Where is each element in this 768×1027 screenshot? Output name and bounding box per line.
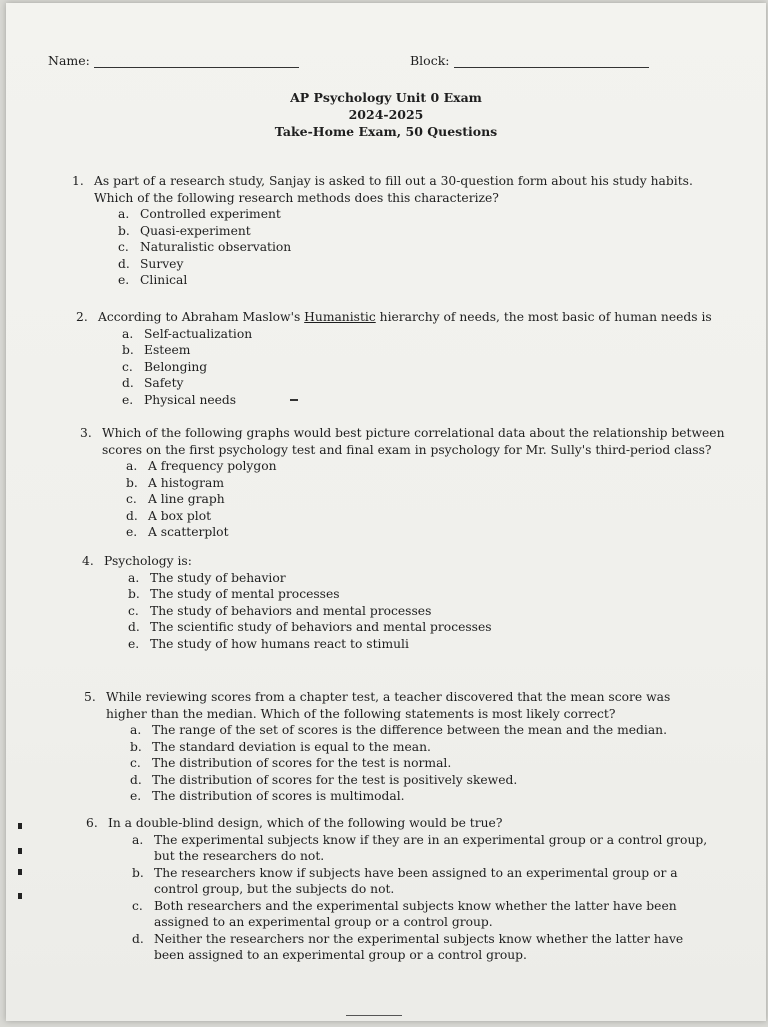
option-c[interactable]: [130, 755, 696, 772]
question-number: 3.: [80, 426, 92, 440]
option-letter: a.: [130, 723, 142, 737]
question-number: 6.: [86, 816, 98, 830]
option-letter: d.: [128, 620, 140, 634]
option-letter: c.: [126, 492, 137, 506]
option-text: Naturalistic observation: [140, 240, 292, 254]
name-label: Name:: [48, 53, 90, 68]
option-letter: e.: [126, 525, 138, 539]
option-letter: b.: [128, 587, 140, 601]
option-text: The range of the set of scores is the difference between the mean and the median.: [152, 723, 667, 737]
question-stem: While reviewing scores from a chapter test, a teacher discovered that the mean score was higher than the median. Which of the following statements is most likely correct?: [106, 690, 671, 721]
option-c[interactable]: [126, 491, 730, 508]
option-text: Neither the researchers nor the experimental subjects know whether the latter have been assigned to an experimental group or a control group.: [154, 931, 684, 962]
question-number: 2.: [76, 310, 88, 324]
option-a[interactable]: [130, 722, 696, 739]
option-letter: c.: [118, 240, 129, 254]
option-text: The study of how humans react to stimuli: [150, 636, 409, 651]
option-letter: b.: [130, 739, 142, 754]
option-d[interactable]: [132, 931, 716, 964]
question-stem: Which of the following graphs would best picture correlational data about the relationship between scores on the first psychology test and final exam in psychology for Mr. Sully's third-period class?: [102, 426, 725, 457]
question-6: [86, 815, 716, 964]
option-list: [128, 570, 732, 653]
option-text: A box plot: [148, 508, 212, 523]
option-list: [126, 458, 730, 541]
stem-after: hierarchy of needs, the most basic of human needs is: [375, 310, 712, 324]
option-text: The distribution of scores is multimodal.: [152, 789, 405, 803]
question-2: [76, 309, 736, 408]
option-text: Physical needs: [144, 392, 237, 407]
option-text: The distribution of scores for the test is normal.: [152, 756, 452, 770]
page-bottom-line: [346, 1015, 402, 1016]
option-c[interactable]: [118, 239, 722, 256]
option-text: The scientific study of behaviors and mental processes: [150, 620, 492, 634]
option-text: The distribution of scores for the test is positively skewed.: [152, 772, 518, 787]
question-5: [84, 689, 696, 805]
option-text: Self-actualization: [144, 326, 253, 341]
margin-mark: [18, 893, 22, 899]
question-1: [72, 173, 722, 289]
option-letter: b.: [132, 865, 144, 880]
option-a[interactable]: [126, 458, 730, 475]
option-text: Survey: [140, 256, 184, 271]
option-text: Belonging: [144, 359, 208, 374]
option-letter: e.: [122, 392, 134, 407]
option-list: [118, 206, 722, 289]
block-blank-line[interactable]: [454, 55, 649, 68]
question-stem: In a double-blind design, which of the following would be true?: [108, 816, 503, 830]
option-e[interactable]: [126, 524, 730, 541]
option-e[interactable]: [122, 392, 736, 409]
title-line-2: 2024-2025: [348, 107, 424, 122]
name-blank-line[interactable]: [94, 55, 299, 68]
pen-dash-mark: [290, 399, 298, 401]
option-c[interactable]: [132, 898, 716, 931]
option-letter: b.: [126, 475, 138, 490]
option-d[interactable]: [128, 619, 732, 636]
option-letter: d.: [130, 772, 142, 787]
option-a[interactable]: [128, 570, 732, 587]
option-letter: c.: [122, 359, 133, 374]
option-text: A histogram: [148, 475, 225, 490]
option-letter: a.: [128, 570, 140, 585]
question-number: 1.: [72, 174, 84, 188]
option-list: [122, 326, 736, 409]
option-text: Quasi-experiment: [140, 223, 251, 238]
option-list: [132, 832, 716, 964]
stem-underlined-word: Humanistic: [304, 310, 376, 324]
option-text: Safety: [144, 376, 184, 390]
question-stem: [98, 309, 736, 326]
title-line-3: Take-Home Exam, 50 Questions: [274, 124, 498, 139]
option-a[interactable]: [122, 326, 736, 343]
option-a[interactable]: [132, 832, 716, 865]
option-letter: b.: [118, 223, 130, 238]
stem-before: According to Abraham Maslow's: [98, 310, 305, 324]
question-3: [80, 425, 730, 541]
option-letter: a.: [132, 832, 144, 847]
option-text: The study of mental processes: [150, 587, 340, 601]
question-number: 5.: [84, 690, 96, 704]
option-text: A line graph: [148, 492, 225, 506]
exam-page: [6, 3, 766, 1021]
option-text: The researchers know if subjects have been assigned to an experimental group or a control group, but the subjects do not.: [154, 865, 678, 896]
option-letter: d.: [122, 376, 134, 390]
option-letter: c.: [130, 756, 141, 770]
title-line-1: AP Psychology Unit 0 Exam: [290, 90, 482, 105]
option-letter: a.: [122, 326, 134, 341]
option-letter: d.: [118, 256, 130, 271]
block-field[interactable]: [410, 53, 649, 68]
option-letter: c.: [128, 603, 139, 618]
margin-mark: [18, 823, 22, 829]
option-text: The standard deviation is equal to the mean.: [152, 739, 431, 754]
option-b[interactable]: [118, 223, 722, 240]
margin-mark: [18, 848, 22, 854]
name-field[interactable]: [48, 53, 299, 68]
question-4: [82, 553, 732, 652]
option-b[interactable]: [128, 586, 732, 603]
option-b[interactable]: [132, 865, 716, 898]
option-letter: e.: [128, 636, 140, 651]
option-b[interactable]: [122, 342, 736, 359]
option-text: Clinical: [140, 273, 188, 287]
option-text: The experimental subjects know if they are in an experimental group or a control group, but the researchers do not.: [154, 832, 708, 863]
option-d[interactable]: [122, 375, 736, 392]
option-text: The study of behavior: [150, 570, 286, 585]
option-letter: e.: [118, 273, 130, 287]
margin-mark: [18, 869, 22, 875]
option-d[interactable]: [118, 256, 722, 273]
option-c[interactable]: [128, 603, 732, 620]
option-letter: d.: [126, 508, 138, 523]
option-b[interactable]: [126, 475, 730, 492]
option-b[interactable]: [130, 739, 696, 756]
option-e[interactable]: [130, 788, 696, 805]
question-stem: Psychology is:: [104, 554, 192, 568]
option-letter: c.: [132, 898, 143, 913]
option-letter: d.: [132, 931, 144, 946]
option-letter: b.: [122, 343, 134, 357]
option-letter: e.: [130, 789, 142, 803]
option-d[interactable]: [126, 508, 730, 525]
option-letter: a.: [126, 459, 138, 473]
option-c[interactable]: [122, 359, 736, 376]
option-text: Controlled experiment: [140, 207, 281, 221]
block-label: Block:: [410, 53, 450, 68]
option-list: [130, 722, 696, 805]
question-stem: As part of a research study, Sanjay is asked to fill out a 30-question form about his study habits. Which of the following research methods does this characterize?: [94, 174, 693, 205]
option-text: A scatterplot: [148, 525, 229, 539]
question-number: 4.: [82, 554, 94, 568]
option-d[interactable]: [130, 772, 696, 789]
option-text: Esteem: [144, 343, 191, 357]
option-e[interactable]: [128, 636, 732, 653]
option-letter: a.: [118, 207, 130, 221]
option-text: Both researchers and the experimental subjects know whether the latter have been assigned to an experimental group or a control group.: [154, 898, 677, 929]
option-text: The study of behaviors and mental processes: [150, 603, 432, 618]
option-a[interactable]: [118, 206, 722, 223]
exam-title: [6, 89, 766, 140]
option-e[interactable]: [118, 272, 722, 289]
option-text: A frequency polygon: [148, 459, 277, 473]
